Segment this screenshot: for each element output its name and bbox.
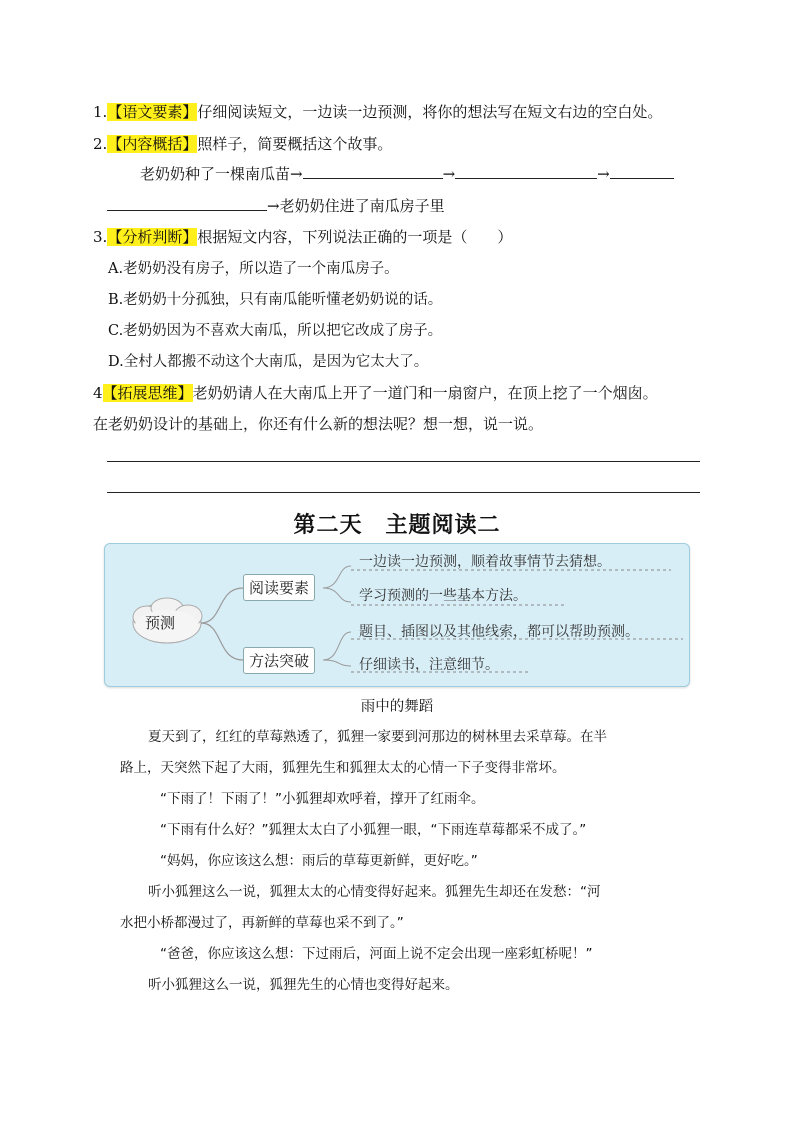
summary-chain-line-2 — [107, 196, 445, 216]
branch-method-breakthrough: 方法突破 — [243, 647, 315, 674]
section-title: 第二天 主题阅读二 — [293, 513, 501, 538]
option-d[interactable]: D.全村人都搬不动这个大南瓜，是因为它太大了。 — [108, 354, 429, 370]
story-paragraph-line: 路上，天突然下起了大雨，狐狸先生和狐狸太太的心情一下子变得非常坏。 — [120, 760, 566, 776]
question-2-number: 2. — [93, 135, 108, 153]
question-1-tag: 【语文要素】 — [107, 103, 198, 121]
question-1 — [93, 102, 662, 122]
question-3-number: 3. — [93, 228, 108, 246]
story-paragraph-line: 听小狐狸这么一说，狐狸太太的心情变得好起来。狐狸先生却还在发愁：“河 — [148, 884, 601, 900]
story-paragraph-line: 听小狐狸这么一说，狐狸先生的心情也变得好起来。 — [148, 977, 459, 993]
question-2-text: 照样子，简要概括这个故事。 — [197, 135, 393, 153]
question-4-tag: 【拓展思维】 — [102, 384, 193, 402]
mindmap-panel — [104, 543, 690, 687]
mindmap-item: 题目、插图以及其他线索，都可以帮助预测。 — [359, 624, 639, 640]
answer-blank[interactable] — [455, 164, 597, 179]
mindmap-root: 预测 — [145, 614, 176, 632]
question-2-tag: 【内容概括】 — [107, 135, 198, 153]
question-3 — [93, 227, 512, 247]
story-paragraph-line: “妈妈，你应该这么想：雨后的草莓更新鲜，更好吃。” — [160, 853, 478, 869]
option-c[interactable]: C.老奶奶因为不喜欢大南瓜，所以把它改成了房子。 — [108, 323, 443, 339]
summary-chain-line-1 — [140, 164, 674, 184]
mindmap-item: 一边读一边预测，顺着故事情节去猜想。 — [359, 554, 611, 570]
story-paragraph-line: “下雨了！下雨了！”小狐狸却欢呼着，撑开了红雨伞。 — [160, 791, 485, 807]
question-2 — [93, 134, 392, 154]
story-paragraph-line: 夏天到了，红红的草莓熟透了，狐狸一家要到河那边的树林里去采草莓。在半 — [148, 729, 607, 745]
story-title: 雨中的舞蹈 — [360, 699, 434, 715]
chain-arrow: → — [442, 165, 456, 183]
question-4-text-continued: 在老奶奶设计的基础上，你还有什么新的想法呢？想一想，说一说。 — [93, 415, 544, 433]
answer-line[interactable] — [107, 492, 700, 493]
answer-blank[interactable] — [107, 196, 267, 211]
mindmap-item: 仔细读书，注意细节。 — [359, 657, 499, 673]
answer-blank[interactable] — [303, 164, 443, 179]
story-paragraph-line: “下雨有什么好？”狐狸太太白了小狐狸一眼，“下雨连草莓都采不成了。” — [160, 822, 587, 838]
answer-blank[interactable] — [610, 164, 674, 179]
question-4 — [93, 383, 658, 403]
chain-end: →老奶奶住进了南瓜房子里 — [267, 197, 445, 215]
story-paragraph-line: “爸爸，你应该这么想：下过雨后，河面上说不定会出现一座彩虹桥呢！” — [160, 946, 593, 962]
chain-start: 老奶奶种了一棵南瓜苗→ — [140, 165, 303, 183]
question-1-number: 1. — [93, 103, 108, 121]
answer-line[interactable] — [107, 461, 700, 462]
question-4-text: 老奶奶请人在大南瓜上开了一道门和一扇窗户，在顶上挖了一个烟囱。 — [192, 384, 658, 402]
question-4-number: 4 — [93, 384, 103, 402]
question-1-text: 仔细阅读短文，一边读一边预测，将你的想法写在短文右边的空白处。 — [197, 103, 663, 121]
question-3-tag: 【分析判断】 — [107, 228, 198, 246]
mindmap-item: 学习预测的一些基本方法。 — [359, 588, 527, 604]
option-b[interactable]: B.老奶奶十分孤独，只有南瓜能听懂老奶奶说的话。 — [108, 292, 443, 308]
chain-arrow: → — [597, 165, 610, 183]
story-paragraph-line: 水把小桥都漫过了，再新鲜的草莓也采不到了。” — [120, 915, 404, 931]
option-a[interactable]: A.老奶奶没有房子，所以造了一个南瓜房子。 — [108, 261, 399, 277]
branch-reading-elements: 阅读要素 — [243, 574, 315, 601]
question-3-text: 根据短文内容，下列说法正确的一项是（ ） — [197, 228, 513, 246]
